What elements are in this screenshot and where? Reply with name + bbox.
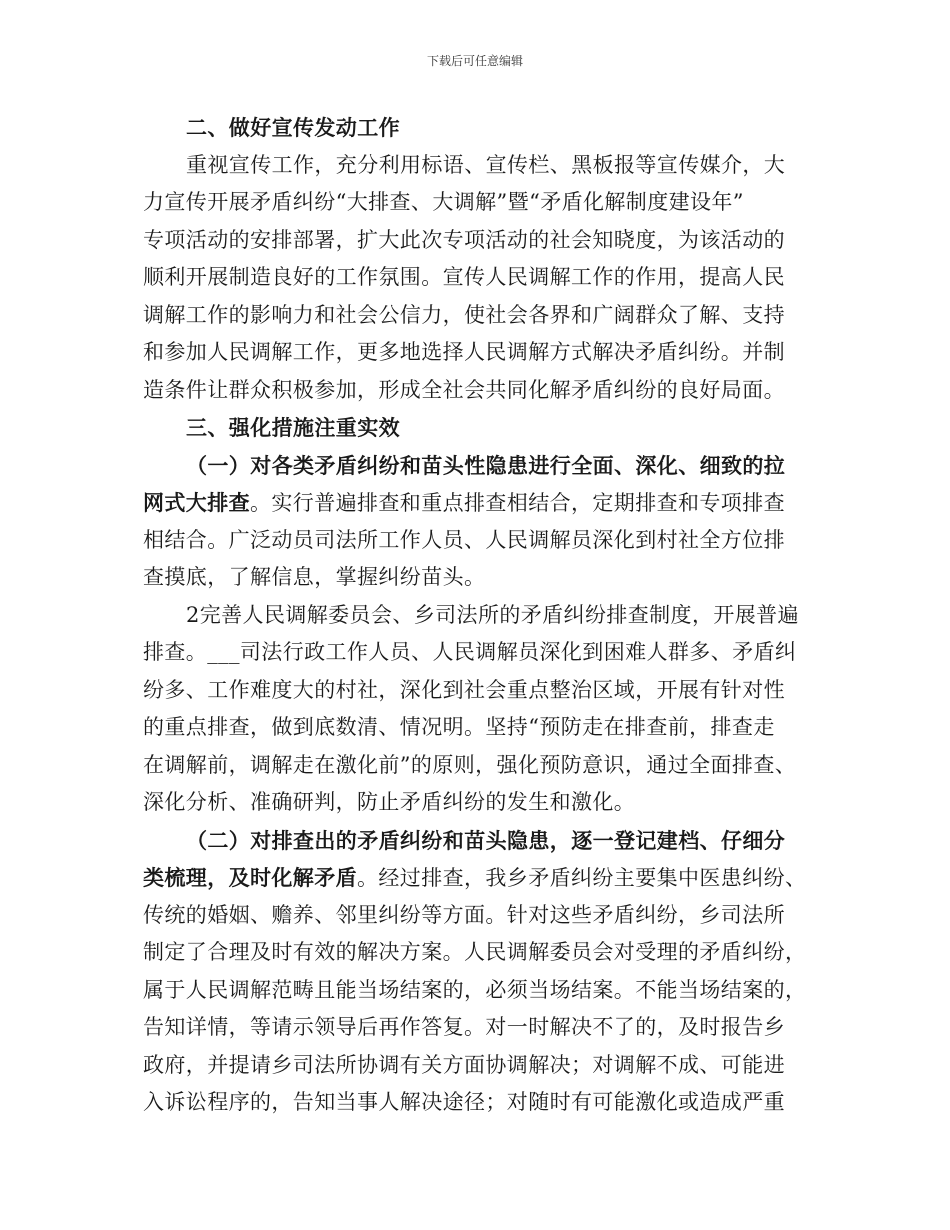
page-header: 下载后可任意编辑 (426, 54, 523, 68)
text-line (143, 484, 833, 522)
text-line (143, 259, 833, 297)
text-segment: 告知详情，等请示领导后再作答复。对一时解决不了的，及时报告乡 (143, 1015, 785, 1039)
text-segment: 查摸底，了解信息，掌握纠纷苗头。 (143, 565, 486, 589)
text-line (143, 297, 833, 335)
bold-text-segment: 网式大排查 (143, 490, 250, 515)
text-segment: 传统的婚姻、赡养、邻里纠纷等方面。针对这些矛盾纠纷，乡司法所 (143, 902, 785, 927)
text-line (143, 184, 833, 222)
text-line (143, 109, 833, 147)
text-line (143, 372, 833, 410)
text-segment: 重视宣传工作，充分利用标语、宣传栏、黑板报等宣传媒介，大 (186, 152, 786, 177)
text-line (143, 409, 833, 447)
bold-text-segment: （二）对排查出的矛盾纠纷和苗头隐患，逐一登记建档、仔细分 (186, 827, 786, 853)
text-line (143, 522, 833, 560)
text-line (143, 634, 833, 672)
text-segment: 排查。___司法行政工作人员、人民调解员深化到困难人群多、矛盾纠 (143, 640, 797, 664)
text-segment: 的重点排查，做到底数清、情况明。坚持“预防走在排查前，排查走 (143, 715, 775, 739)
bold-text-segment: 二、做好宣传发动工作 (186, 115, 400, 140)
text-line (143, 672, 833, 710)
text-segment: 在调解前，调解走在激化前”的原则，强化预防意识，通过全面排查、 (143, 752, 797, 777)
text-line (143, 222, 833, 260)
bold-text-segment: （一）对各类矛盾纠纷和苗头性隐患进行全面、深化、细致的拉 (186, 452, 786, 478)
text-line (143, 822, 833, 860)
text-segment: 力宣传开展矛盾纠纷“大排查、大调解”暨“矛盾化解制度建设年” (143, 190, 744, 214)
text-segment: 政府，并提请乡司法所协调有关方面协调解决；对调解不成、可能进 (143, 1052, 785, 1077)
text-line (143, 447, 833, 485)
text-segment: 相结合。广泛动员司法所工作人员、人民调解员深化到村社全方位排 (143, 527, 785, 552)
text-line (143, 1084, 833, 1122)
text-line (143, 334, 833, 372)
text-line (143, 147, 833, 185)
bold-text-segment: 三、强化措施注重实效 (186, 415, 400, 440)
text-segment: 属于人民调解范畴且能当场结案的，必须当场结案。不能当场结案的， (143, 977, 807, 1002)
text-segment: 顺利开展制造良好的工作氛围。宣传人民调解工作的作用，提高人民 (143, 265, 785, 289)
text-segment: 和参加人民调解工作，更多地选择人民调解方式解决矛盾纠纷。并制 (143, 340, 785, 364)
text-segment: 。实行普遍排查和重点排查相结合，定期排查和专项排查 (250, 491, 785, 515)
text-segment: 专项活动的安排部署，扩大此次专项活动的社会知晓度，为该活动的 (143, 227, 785, 252)
text-segment: 2完善人民调解委员会、乡司法所的矛盾纠纷排查制度，开展普遍 (186, 602, 799, 627)
text-segment: 调解工作的影响力和社会公信力，使社会各界和广阔群众了解、支持 (143, 302, 785, 327)
text-line (143, 897, 833, 935)
text-line (143, 559, 833, 597)
text-segment: 入诉讼程序的，告知当事人解决途径；对随时有可能激化或造成严重 (143, 1090, 785, 1114)
text-line (143, 859, 833, 897)
text-segment: 。经过排查，我乡矛盾纠纷主要集中医患纠纷、 (357, 866, 807, 890)
text-line (143, 597, 833, 635)
text-line (143, 784, 833, 822)
text-segment: 制定了合理及时有效的解决方案。人民调解委员会对受理的矛盾纠纷， (143, 940, 807, 964)
document-body (143, 109, 833, 1122)
text-line (143, 972, 833, 1010)
text-line (143, 1047, 833, 1085)
text-segment: 纷多、工作难度大的村社，深化到社会重点整治区域，开展有针对性 (143, 677, 785, 702)
text-segment: 造条件让群众积极参加，形成全社会共同化解矛盾纠纷的良好局面。 (143, 377, 785, 402)
text-line (143, 934, 833, 972)
text-line (143, 709, 833, 747)
text-segment: 深化分析、准确研判，防止矛盾纠纷的发生和激化。 (143, 790, 636, 814)
bold-text-segment: 类梳理，及时化解矛盾 (143, 865, 357, 890)
text-line (143, 1009, 833, 1047)
text-line (143, 747, 833, 785)
